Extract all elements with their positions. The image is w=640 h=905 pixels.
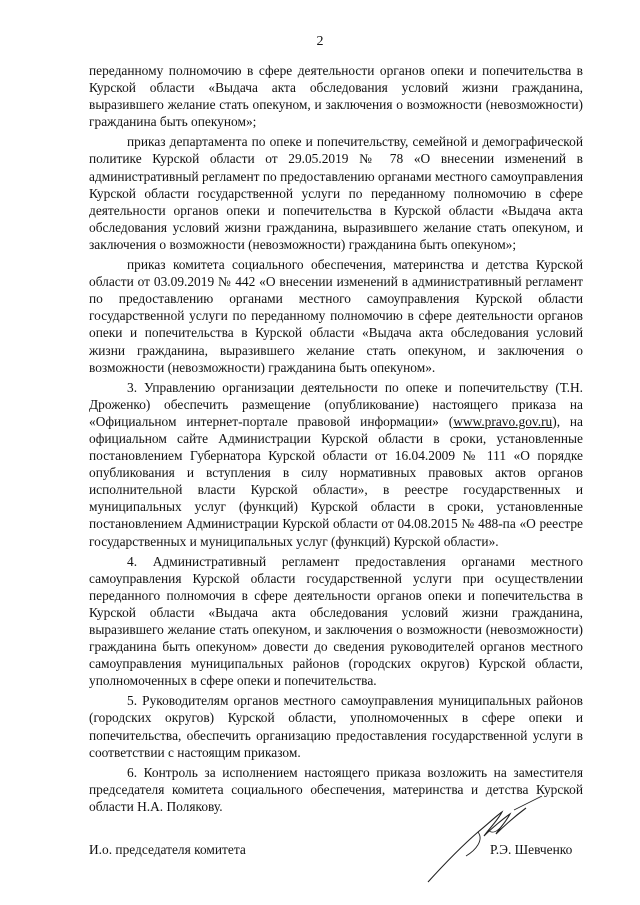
signatory-name: Р.Э. Шевченко <box>490 842 573 857</box>
paragraph-order-442: приказ комитета социального обеспечения, материнства и детства Курской области от 03.09.2019 № 442 «О внесении изменений в административный регламент по предоставлению органами местного самоуправления Курской области государственной услуги по переданному полномочию в сфере деятельности органов опеки и попечительства в Курской области «Выдача акта обследования условий жизни гражданина, выразившего желание стать опекуном, и заключения о возможности (невозможности) гражданина быть опекуном». <box>89 257 583 375</box>
paragraph-continuation: переданному полномочию в сфере деятельности органов опеки и попечительства в Курской области «Выдача акта обследования условий жизни гражданина, выразившего желание стать опекуном, и заключения о возможности (невозможности) гражданина быть опекуном»; <box>89 63 583 130</box>
paragraph-3-text-after: ), на официальном сайте Администрации Курской области в сроки, установленные постановлением Губернатора Курской области от 16.04.2009 № 111 «О порядке опубликования и вступления в силу нормативных правовых актов органов исполнительной власти Курской области», в реестре государственных и муниципальных услуг (функций) Курской области в сроки, установленные постановлением Администрации Курской области от 04.08.2015 № 488-па «О реестре государственных и муниципальных услуг (функций) Курской области». <box>89 413 583 549</box>
paragraph-order-78: приказ департамента по опеке и попечительству, семейной и демографической политике Курской области от 29.05.2019 № 78 «О внесении изменений в административный регламент по предоставлению органами местного самоуправления Курской области государственной услуги по переданному полномочию в сфере деятельности органов опеки и попечительства в Курской области «Выдача акта обследования условий жизни гражданина, выразившего желание стать опекуном, и заключения о возможности (невозможности) гражданина быть опекуном»; <box>89 134 583 252</box>
document-body <box>89 62 583 815</box>
paragraph-3-text-before: 3. Управлению организации деятельности по опеке и попечительству (Т.Н. Дроженко) обеспечить размещение (опубликование) настоящего приказа на «Официальном интернет-портале правовой информации» ( <box>89 379 583 429</box>
page-number: 2 <box>316 34 324 49</box>
handwritten-signature <box>418 790 548 890</box>
pravo-gov-link[interactable]: www.pravo.gov.ru <box>453 413 553 429</box>
paragraph-3-publication <box>89 379 583 550</box>
paragraph-5-heads: 5. Руководителям органов местного самоуправления муниципальных районов (городских округов) Курской области, уполномоченных в сфере опеки и попечительства, обеспечить организацию предоставления государственной услуги в соответствии с настоящим приказом. <box>89 693 583 760</box>
signatory-position: И.о. председателя комитета <box>89 842 246 857</box>
paragraph-4-regulation: 4. Административный регламент предоставления органами местного самоуправления Курской области государственной услуги при осуществлении переданного полномочия в сфере деятельности органов опеки и попечительства в Курской области «Выдача акта обследования условий жизни гражданина, выразившего желание стать опекуном, и заключения о возможности (невозможности) гражданина быть опекуном» довести до сведения руководителей органов местного самоуправления муниципальных районов (городских округов) Курской области, уполномоченных в сфере опеки и попечительства. <box>89 553 583 689</box>
paragraph-6-control: 6. Контроль за исполнением настоящего приказа возложить на заместителя председателя комитета социального обеспечения, материнства и детства Курской области Н.А. Полякову. <box>89 764 583 814</box>
